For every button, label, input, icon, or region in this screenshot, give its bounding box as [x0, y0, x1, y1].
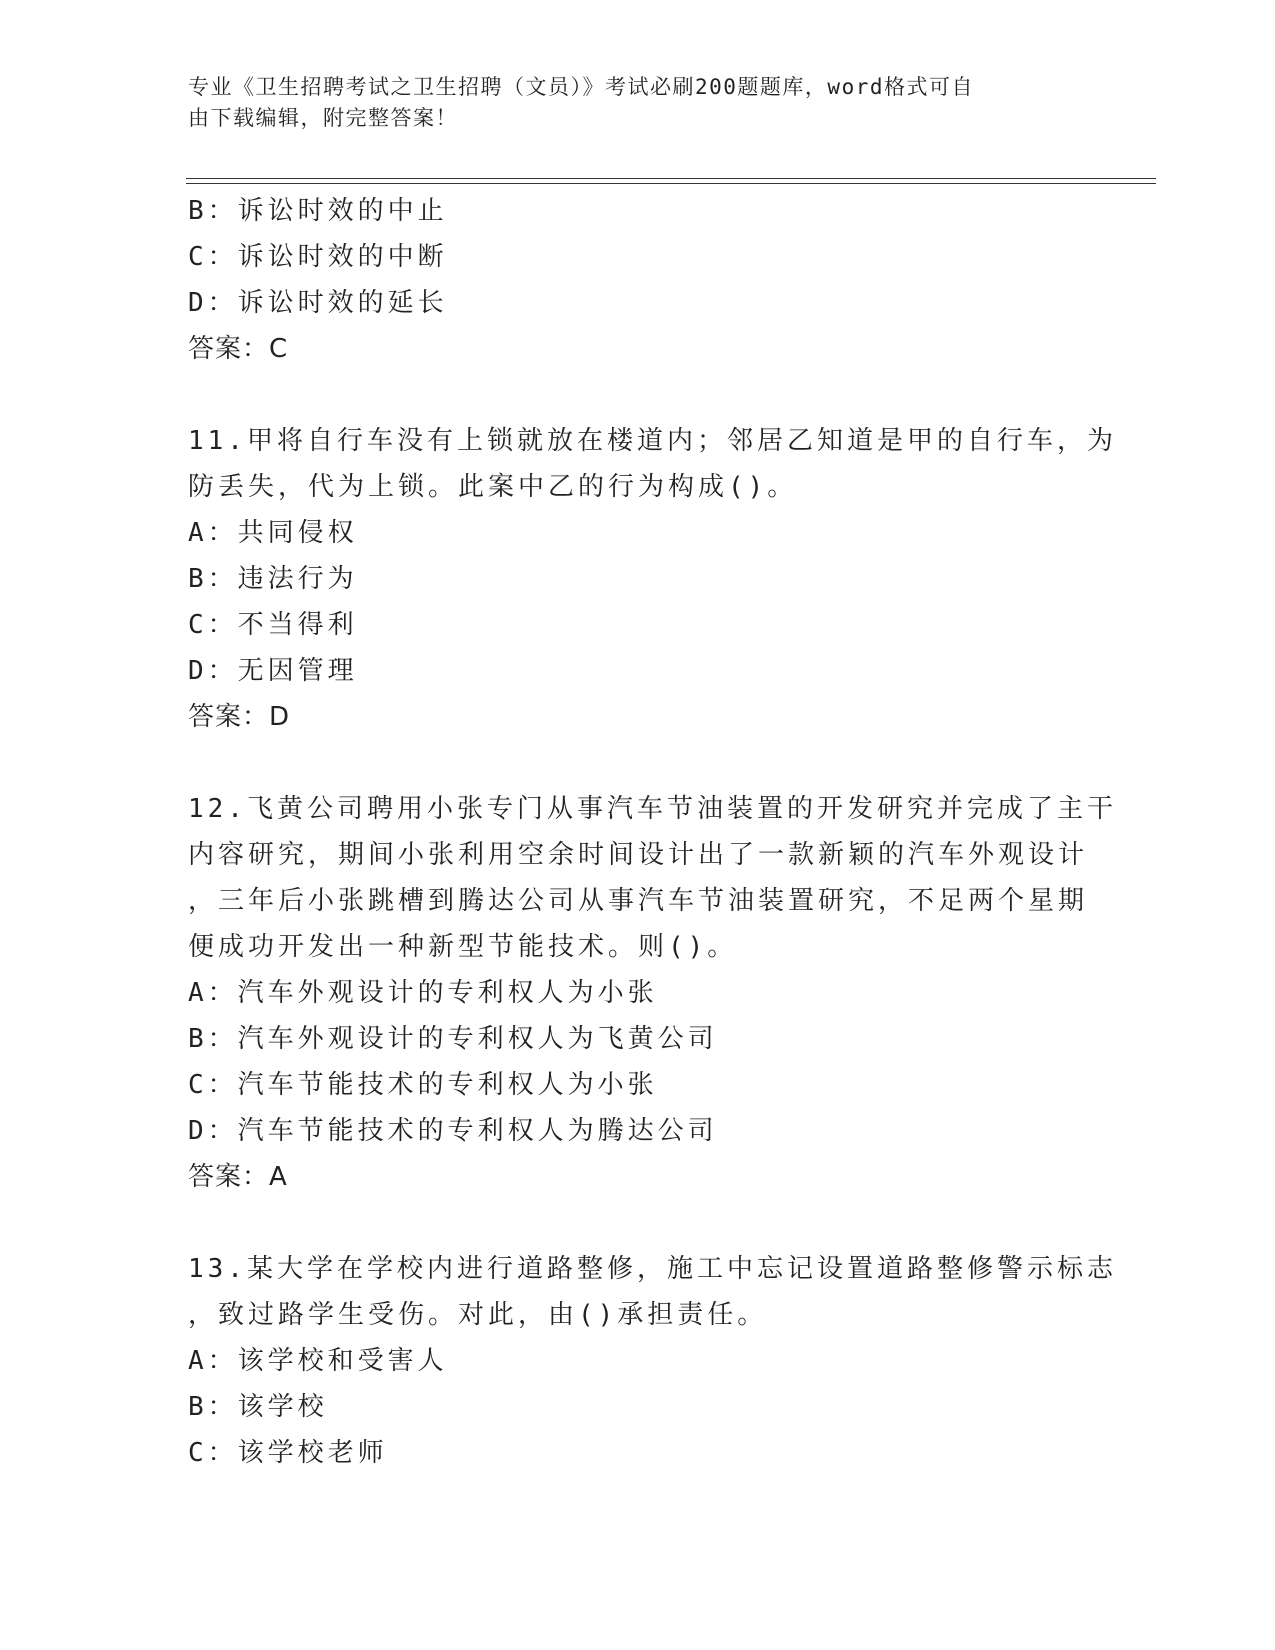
- option-d: D：无因管理: [188, 656, 358, 686]
- option-c: C：诉讼时效的中断: [188, 242, 448, 272]
- question-text-line: 便成功开发出一种新型节能技术。则()。: [188, 932, 738, 962]
- question-10-continued: [188, 188, 1088, 372]
- option-c: C：不当得利: [188, 610, 358, 640]
- document-body: [188, 188, 1117, 1476]
- header-divider-top: [186, 178, 1156, 179]
- answer: 答案：A: [188, 1162, 288, 1192]
- question-13: [188, 1246, 1117, 1476]
- option-a: A：共同侵权: [188, 518, 358, 548]
- option-c: C：该学校老师: [188, 1438, 388, 1468]
- spacer: [188, 1200, 1088, 1246]
- question-text-line: ，致过路学生受伤。对此，由()承担责任。: [188, 1300, 768, 1330]
- header-line-1: 专业《卫生招聘考试之卫生招聘（文员）》考试必刷200题题库，word格式可自: [188, 75, 974, 99]
- header-divider-bottom: [186, 183, 1156, 184]
- header-line-2: 由下载编辑，附完整答案！: [188, 106, 458, 130]
- document-header: [188, 72, 1088, 134]
- answer: 答案：D: [188, 702, 291, 732]
- option-c: C：汽车节能技术的专利权人为小张: [188, 1070, 658, 1100]
- option-d: D：诉讼时效的延长: [188, 288, 448, 318]
- answer: 答案：C: [188, 334, 289, 364]
- question-text-line: 11.甲将自行车没有上锁就放在楼道内；邻居乙知道是甲的自行车，为: [188, 426, 1117, 456]
- spacer: [188, 740, 1088, 786]
- question-text-line: 12.飞黄公司聘用小张专门从事汽车节油装置的开发研究并完成了主干: [188, 794, 1117, 824]
- option-b: B：汽车外观设计的专利权人为飞黄公司: [188, 1024, 718, 1054]
- question-text-line: 防丢失，代为上锁。此案中乙的行为构成()。: [188, 472, 798, 502]
- option-a: A：该学校和受害人: [188, 1346, 448, 1376]
- option-a: A：汽车外观设计的专利权人为小张: [188, 978, 658, 1008]
- question-text-line: 内容研究，期间小张利用空余时间设计出了一款新颖的汽车外观设计: [188, 840, 1089, 870]
- question-11: [188, 418, 1117, 740]
- question-text-line: ，三年后小张跳槽到腾达公司从事汽车节油装置研究，不足两个星期: [188, 886, 1089, 916]
- option-d: D：汽车节能技术的专利权人为腾达公司: [188, 1116, 718, 1146]
- option-b: B：诉讼时效的中止: [188, 196, 448, 226]
- option-b: B：该学校: [188, 1392, 328, 1422]
- question-text-line: 13.某大学在学校内进行道路整修，施工中忘记设置道路整修警示标志: [188, 1254, 1117, 1284]
- spacer: [188, 372, 1088, 418]
- option-b: B：违法行为: [188, 564, 358, 594]
- question-12: [188, 786, 1117, 1200]
